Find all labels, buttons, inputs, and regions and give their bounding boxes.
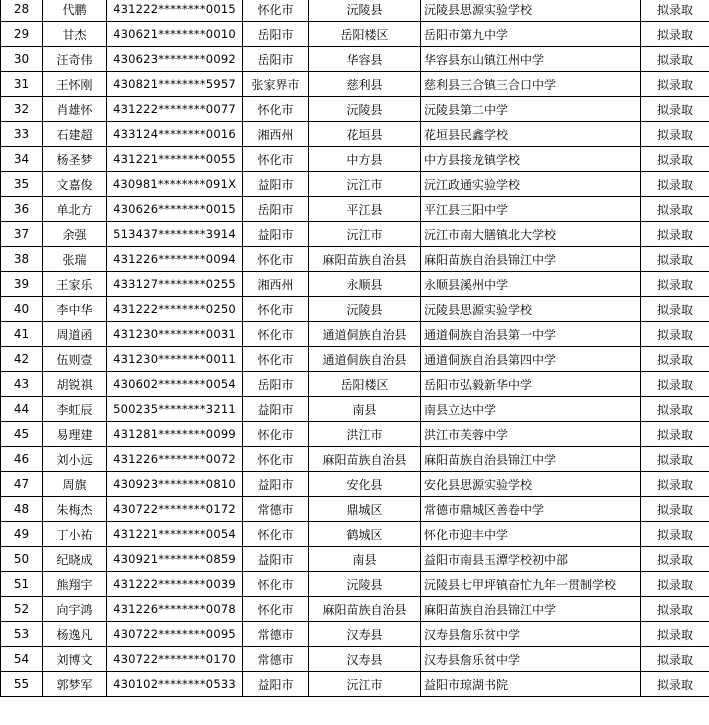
county-cell: 岳阳楼区 <box>309 372 421 397</box>
id-number-cell: 430102********0533 <box>107 672 243 697</box>
student-name-cell: 李中华 <box>43 297 107 322</box>
row-number-cell: 45 <box>1 422 43 447</box>
school-cell: 沅陵县思源实验学校 <box>421 0 641 22</box>
id-number-cell: 431222********0250 <box>107 297 243 322</box>
school-cell: 沅江政通实验学校 <box>421 172 641 197</box>
student-name-cell: 郭梦军 <box>43 672 107 697</box>
id-number-cell: 430623********0092 <box>107 47 243 72</box>
id-number-cell: 430722********0172 <box>107 497 243 522</box>
county-cell: 洪江市 <box>309 422 421 447</box>
row-number-cell: 28 <box>1 0 43 22</box>
city-cell: 益阳市 <box>243 222 309 247</box>
school-cell: 麻阳苗族自治县锦江中学 <box>421 597 641 622</box>
school-cell: 沅江市南大膳镇北大学校 <box>421 222 641 247</box>
row-number-cell: 29 <box>1 22 43 47</box>
row-number-cell: 44 <box>1 397 43 422</box>
city-cell: 岳阳市 <box>243 197 309 222</box>
county-cell: 永顺县 <box>309 272 421 297</box>
table-row <box>1 297 709 322</box>
student-name-cell: 甘杰 <box>43 22 107 47</box>
school-cell: 麻阳苗族自治县锦江中学 <box>421 247 641 272</box>
county-cell: 沅陵县 <box>309 297 421 322</box>
school-cell: 岳阳市第九中学 <box>421 22 641 47</box>
city-cell: 怀化市 <box>243 422 309 447</box>
school-cell: 汉寿县詹乐贫中学 <box>421 647 641 672</box>
admission-status-cell: 拟录取 <box>641 272 709 297</box>
school-cell: 麻阳苗族自治县锦江中学 <box>421 447 641 472</box>
school-cell: 平江县三阳中学 <box>421 197 641 222</box>
city-cell: 怀化市 <box>243 0 309 22</box>
admission-status-cell: 拟录取 <box>641 622 709 647</box>
table-row <box>1 647 709 672</box>
city-cell: 岳阳市 <box>243 47 309 72</box>
school-cell: 汉寿县詹乐贫中学 <box>421 622 641 647</box>
table-row <box>1 172 709 197</box>
row-number-cell: 46 <box>1 447 43 472</box>
table-row <box>1 372 709 397</box>
row-number-cell: 39 <box>1 272 43 297</box>
county-cell: 沅江市 <box>309 172 421 197</box>
row-number-cell: 51 <box>1 572 43 597</box>
county-cell: 花垣县 <box>309 122 421 147</box>
student-name-cell: 胡锐祺 <box>43 372 107 397</box>
city-cell: 常德市 <box>243 647 309 672</box>
student-name-cell: 汪奇伟 <box>43 47 107 72</box>
table-row <box>1 322 709 347</box>
table-row <box>1 197 709 222</box>
county-cell: 麻阳苗族自治县 <box>309 447 421 472</box>
table-row <box>1 247 709 272</box>
city-cell: 怀化市 <box>243 572 309 597</box>
county-cell: 沅江市 <box>309 672 421 697</box>
admission-status-cell: 拟录取 <box>641 472 709 497</box>
city-cell: 湘西州 <box>243 272 309 297</box>
row-number-cell: 40 <box>1 297 43 322</box>
student-name-cell: 文嘉俊 <box>43 172 107 197</box>
admission-status-cell: 拟录取 <box>641 22 709 47</box>
admission-status-cell: 拟录取 <box>641 322 709 347</box>
school-cell: 慈利县三合镇三合口中学 <box>421 72 641 97</box>
school-cell: 沅陵县思源实验学校 <box>421 297 641 322</box>
county-cell: 岳阳楼区 <box>309 22 421 47</box>
county-cell: 华容县 <box>309 47 421 72</box>
table-row <box>1 572 709 597</box>
county-cell: 慈利县 <box>309 72 421 97</box>
city-cell: 益阳市 <box>243 672 309 697</box>
id-number-cell: 430722********0095 <box>107 622 243 647</box>
row-number-cell: 52 <box>1 597 43 622</box>
id-number-cell: 430981********091X <box>107 172 243 197</box>
table-row <box>1 622 709 647</box>
admission-status-cell: 拟录取 <box>641 397 709 422</box>
id-number-cell: 431226********0094 <box>107 247 243 272</box>
county-cell: 南县 <box>309 397 421 422</box>
row-number-cell: 47 <box>1 472 43 497</box>
city-cell: 怀化市 <box>243 297 309 322</box>
school-cell: 永顺县溪州中学 <box>421 272 641 297</box>
table-row <box>1 422 709 447</box>
school-cell: 益阳市南县玉潭学校初中部 <box>421 547 641 572</box>
city-cell: 岳阳市 <box>243 22 309 47</box>
row-number-cell: 55 <box>1 672 43 697</box>
county-cell: 平江县 <box>309 197 421 222</box>
id-number-cell: 430821********5957 <box>107 72 243 97</box>
school-cell: 岳阳市弘毅新华中学 <box>421 372 641 397</box>
school-cell: 怀化市迎丰中学 <box>421 522 641 547</box>
student-name-cell: 王怀刚 <box>43 72 107 97</box>
city-cell: 益阳市 <box>243 397 309 422</box>
id-number-cell: 430923********0810 <box>107 472 243 497</box>
school-cell: 通道侗族自治县第四中学 <box>421 347 641 372</box>
row-number-cell: 49 <box>1 522 43 547</box>
row-number-cell: 50 <box>1 547 43 572</box>
id-number-cell: 431222********0039 <box>107 572 243 597</box>
table-row <box>1 97 709 122</box>
city-cell: 益阳市 <box>243 472 309 497</box>
county-cell: 沅江市 <box>309 222 421 247</box>
id-number-cell: 431221********0055 <box>107 147 243 172</box>
admission-status-cell: 拟录取 <box>641 47 709 72</box>
city-cell: 怀化市 <box>243 447 309 472</box>
city-cell: 岳阳市 <box>243 372 309 397</box>
table-row <box>1 122 709 147</box>
school-cell: 花垣县民鑫学校 <box>421 122 641 147</box>
admission-status-cell: 拟录取 <box>641 222 709 247</box>
school-cell: 益阳市琼湖书院 <box>421 672 641 697</box>
student-name-cell: 周旗 <box>43 472 107 497</box>
student-name-cell: 朱梅杰 <box>43 497 107 522</box>
student-name-cell: 王家乐 <box>43 272 107 297</box>
county-cell: 沅陵县 <box>309 0 421 22</box>
admission-status-cell: 拟录取 <box>641 347 709 372</box>
table-row <box>1 597 709 622</box>
city-cell: 怀化市 <box>243 97 309 122</box>
id-number-cell: 430621********0010 <box>107 22 243 47</box>
county-cell: 沅陵县 <box>309 572 421 597</box>
admission-status-cell: 拟录取 <box>641 172 709 197</box>
city-cell: 常德市 <box>243 497 309 522</box>
student-name-cell: 余强 <box>43 222 107 247</box>
row-number-cell: 42 <box>1 347 43 372</box>
student-name-cell: 纪晓成 <box>43 547 107 572</box>
county-cell: 鼎城区 <box>309 497 421 522</box>
school-cell: 华容县东山镇江州中学 <box>421 47 641 72</box>
student-name-cell: 刘小远 <box>43 447 107 472</box>
school-cell: 安化县思源实验学校 <box>421 472 641 497</box>
row-number-cell: 30 <box>1 47 43 72</box>
admission-status-cell: 拟录取 <box>641 597 709 622</box>
admission-status-cell: 拟录取 <box>641 447 709 472</box>
row-number-cell: 33 <box>1 122 43 147</box>
table-row <box>1 72 709 97</box>
id-number-cell: 513437********3914 <box>107 222 243 247</box>
county-cell: 麻阳苗族自治县 <box>309 247 421 272</box>
row-number-cell: 43 <box>1 372 43 397</box>
admission-status-cell: 拟录取 <box>641 422 709 447</box>
student-name-cell: 肖雄怀 <box>43 97 107 122</box>
admission-status-cell: 拟录取 <box>641 522 709 547</box>
school-cell: 沅陵县第二中学 <box>421 97 641 122</box>
id-number-cell: 431222********0077 <box>107 97 243 122</box>
school-cell: 洪江市芙蓉中学 <box>421 422 641 447</box>
city-cell: 怀化市 <box>243 247 309 272</box>
city-cell: 怀化市 <box>243 597 309 622</box>
table-row <box>1 147 709 172</box>
county-cell: 麻阳苗族自治县 <box>309 597 421 622</box>
county-cell: 鹤城区 <box>309 522 421 547</box>
city-cell: 常德市 <box>243 622 309 647</box>
student-name-cell: 刘博文 <box>43 647 107 672</box>
row-number-cell: 48 <box>1 497 43 522</box>
row-number-cell: 41 <box>1 322 43 347</box>
row-number-cell: 38 <box>1 247 43 272</box>
admission-status-cell: 拟录取 <box>641 647 709 672</box>
city-cell: 益阳市 <box>243 172 309 197</box>
admission-status-cell: 拟录取 <box>641 297 709 322</box>
county-cell: 安化县 <box>309 472 421 497</box>
table-row <box>1 22 709 47</box>
student-name-cell: 张瑞 <box>43 247 107 272</box>
table-row <box>1 397 709 422</box>
student-name-cell: 杨逸凡 <box>43 622 107 647</box>
city-cell: 怀化市 <box>243 147 309 172</box>
city-cell: 怀化市 <box>243 347 309 372</box>
admission-status-cell: 拟录取 <box>641 497 709 522</box>
row-number-cell: 54 <box>1 647 43 672</box>
city-cell: 怀化市 <box>243 322 309 347</box>
student-name-cell: 丁小祐 <box>43 522 107 547</box>
school-cell: 常德市鼎城区善卷中学 <box>421 497 641 522</box>
id-number-cell: 433124********0016 <box>107 122 243 147</box>
id-number-cell: 430722********0170 <box>107 647 243 672</box>
row-number-cell: 35 <box>1 172 43 197</box>
table-body <box>1 0 709 697</box>
table-row <box>1 522 709 547</box>
county-cell: 通道侗族自治县 <box>309 347 421 372</box>
county-cell: 汉寿县 <box>309 647 421 672</box>
admission-status-cell: 拟录取 <box>641 97 709 122</box>
admission-status-cell: 拟录取 <box>641 72 709 97</box>
admission-status-cell: 拟录取 <box>641 572 709 597</box>
admission-status-cell: 拟录取 <box>641 197 709 222</box>
row-number-cell: 32 <box>1 97 43 122</box>
table-row <box>1 472 709 497</box>
admission-status-cell: 拟录取 <box>641 0 709 22</box>
row-number-cell: 31 <box>1 72 43 97</box>
id-number-cell: 430602********0054 <box>107 372 243 397</box>
id-number-cell: 431226********0078 <box>107 597 243 622</box>
admission-status-cell: 拟录取 <box>641 547 709 572</box>
county-cell: 汉寿县 <box>309 622 421 647</box>
table-row <box>1 497 709 522</box>
row-number-cell: 36 <box>1 197 43 222</box>
student-name-cell: 周道函 <box>43 322 107 347</box>
table-row <box>1 272 709 297</box>
student-name-cell: 李虹辰 <box>43 397 107 422</box>
admission-status-cell: 拟录取 <box>641 247 709 272</box>
table-row <box>1 47 709 72</box>
row-number-cell: 34 <box>1 147 43 172</box>
student-name-cell: 石建超 <box>43 122 107 147</box>
id-number-cell: 431230********0031 <box>107 322 243 347</box>
school-cell: 沅陵县七甲坪镇奋忙九年一贯制学校 <box>421 572 641 597</box>
student-name-cell: 熊翔宇 <box>43 572 107 597</box>
county-cell: 沅陵县 <box>309 97 421 122</box>
id-number-cell: 431222********0015 <box>107 0 243 22</box>
row-number-cell: 53 <box>1 622 43 647</box>
student-name-cell: 伍则壹 <box>43 347 107 372</box>
admission-status-cell: 拟录取 <box>641 672 709 697</box>
id-number-cell: 500235********3211 <box>107 397 243 422</box>
id-number-cell: 431230********0011 <box>107 347 243 372</box>
student-name-cell: 易理建 <box>43 422 107 447</box>
student-name-cell: 向宇鸿 <box>43 597 107 622</box>
table-row <box>1 547 709 572</box>
table-row <box>1 672 709 697</box>
admission-status-cell: 拟录取 <box>641 147 709 172</box>
id-number-cell: 431226********0072 <box>107 447 243 472</box>
student-name-cell: 单北方 <box>43 197 107 222</box>
id-number-cell: 433127********0255 <box>107 272 243 297</box>
row-number-cell: 37 <box>1 222 43 247</box>
table-row <box>1 347 709 372</box>
school-cell: 南县立达中学 <box>421 397 641 422</box>
student-name-cell: 代鹏 <box>43 0 107 22</box>
county-cell: 南县 <box>309 547 421 572</box>
school-cell: 中方县接龙镇学校 <box>421 147 641 172</box>
id-number-cell: 431281********0099 <box>107 422 243 447</box>
id-number-cell: 431221********0054 <box>107 522 243 547</box>
county-cell: 通道侗族自治县 <box>309 322 421 347</box>
city-cell: 湘西州 <box>243 122 309 147</box>
county-cell: 中方县 <box>309 147 421 172</box>
city-cell: 张家界市 <box>243 72 309 97</box>
admission-status-cell: 拟录取 <box>641 372 709 397</box>
table-row <box>1 447 709 472</box>
id-number-cell: 430626********0015 <box>107 197 243 222</box>
admission-status-cell: 拟录取 <box>641 122 709 147</box>
table-row <box>1 0 709 22</box>
id-number-cell: 430921********0859 <box>107 547 243 572</box>
city-cell: 怀化市 <box>243 522 309 547</box>
city-cell: 益阳市 <box>243 547 309 572</box>
student-name-cell: 杨圣梦 <box>43 147 107 172</box>
table-row <box>1 222 709 247</box>
school-cell: 通道侗族自治县第一中学 <box>421 322 641 347</box>
